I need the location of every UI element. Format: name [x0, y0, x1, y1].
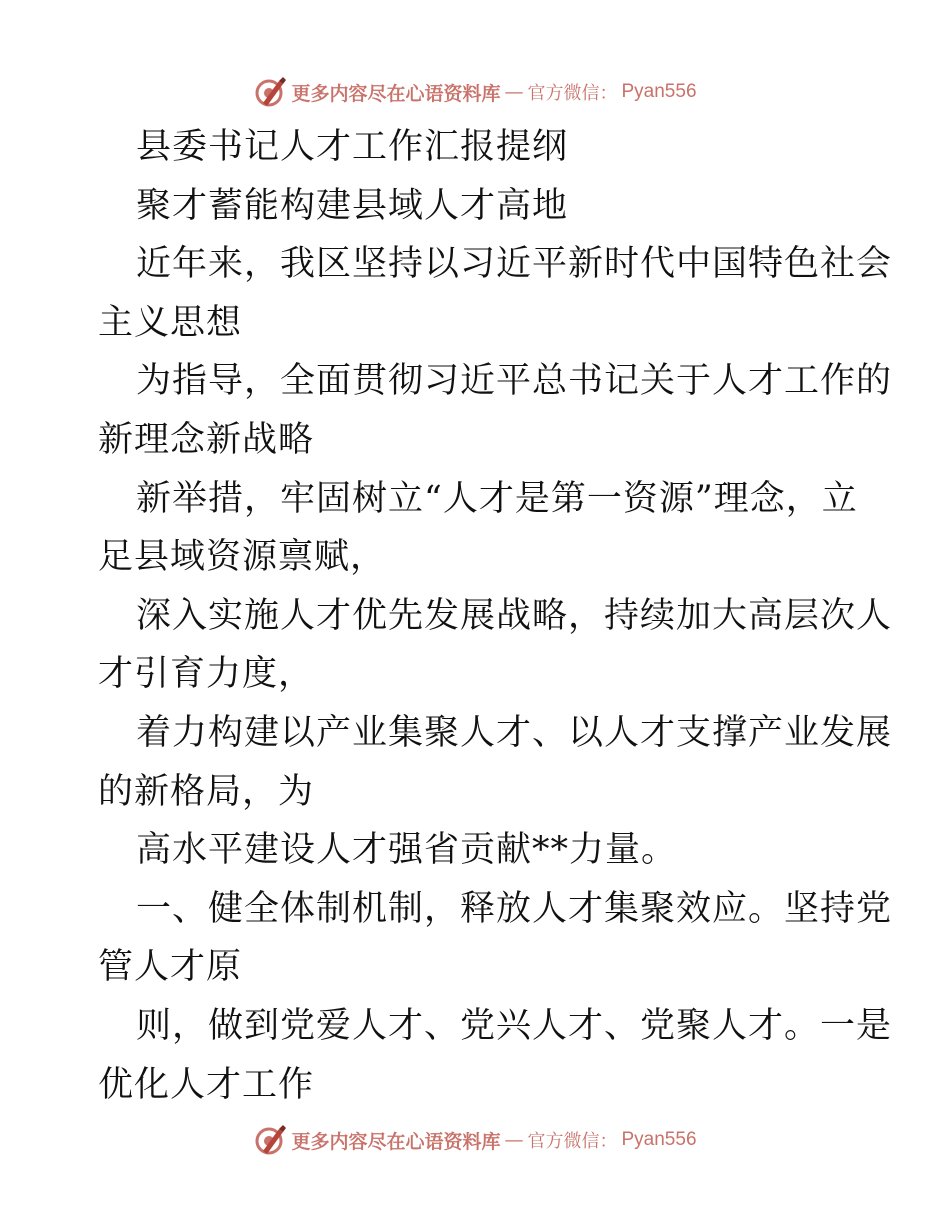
doc-line: 的新格局，为	[98, 771, 315, 812]
doc-title: 县委书记人才工作汇报提纲	[136, 127, 569, 167]
doc-line: 为指导，全面贯彻习近平总书记关于人才工作的	[136, 361, 893, 402]
doc-line: 深入实施人才优先发展战略，持续加大高层次人	[136, 595, 893, 636]
watermark-main-text: 更多内容尽在心语资料库	[291, 1130, 501, 1153]
pen-logo-icon	[253, 75, 287, 109]
header-watermark	[0, 72, 950, 112]
doc-line: 优化人才工作	[98, 1064, 315, 1105]
watermark-wechat-id: Pyan556	[621, 1129, 697, 1150]
watermark-dash: —	[504, 1129, 524, 1151]
watermark-main-text: 更多内容尽在心语资料库	[291, 82, 501, 105]
watermark-wechat-id: Pyan556	[621, 81, 697, 102]
doc-line: 则，做到党爱人才、党兴人才、党聚人才。一是	[136, 1005, 893, 1046]
doc-line: 新举措，牢固树立“人才是第一资源”理念，立	[136, 478, 858, 519]
doc-subtitle: 聚才蓄能构建县域人才高地	[136, 185, 569, 226]
doc-line: 管人才原	[98, 947, 243, 988]
doc-line: 近年来，我区坚持以习近平新时代中国特色社会	[136, 244, 893, 285]
document-body	[98, 118, 893, 1114]
doc-line: 高水平建设人才强省贡献**力量。	[136, 830, 678, 871]
pen-logo-icon	[253, 1123, 287, 1157]
doc-line: 新理念新战略	[98, 419, 315, 460]
doc-line: 才引育力度，	[98, 654, 315, 695]
watermark-sub-text: 官方微信：	[527, 83, 618, 104]
watermark-sub-text: 官方微信：	[527, 1131, 618, 1152]
footer-watermark	[0, 1120, 950, 1160]
doc-line: 一、健全体制机制，释放人才集聚效应。坚持党	[136, 888, 893, 929]
watermark-dash: —	[504, 81, 524, 103]
watermark-group	[253, 1123, 696, 1157]
doc-line: 主义思想	[98, 302, 243, 343]
watermark-group	[253, 75, 696, 109]
doc-line: 足县域资源禀赋，	[98, 537, 387, 578]
doc-line: 着力构建以产业集聚人才、以人才支撑产业发展	[136, 712, 893, 753]
